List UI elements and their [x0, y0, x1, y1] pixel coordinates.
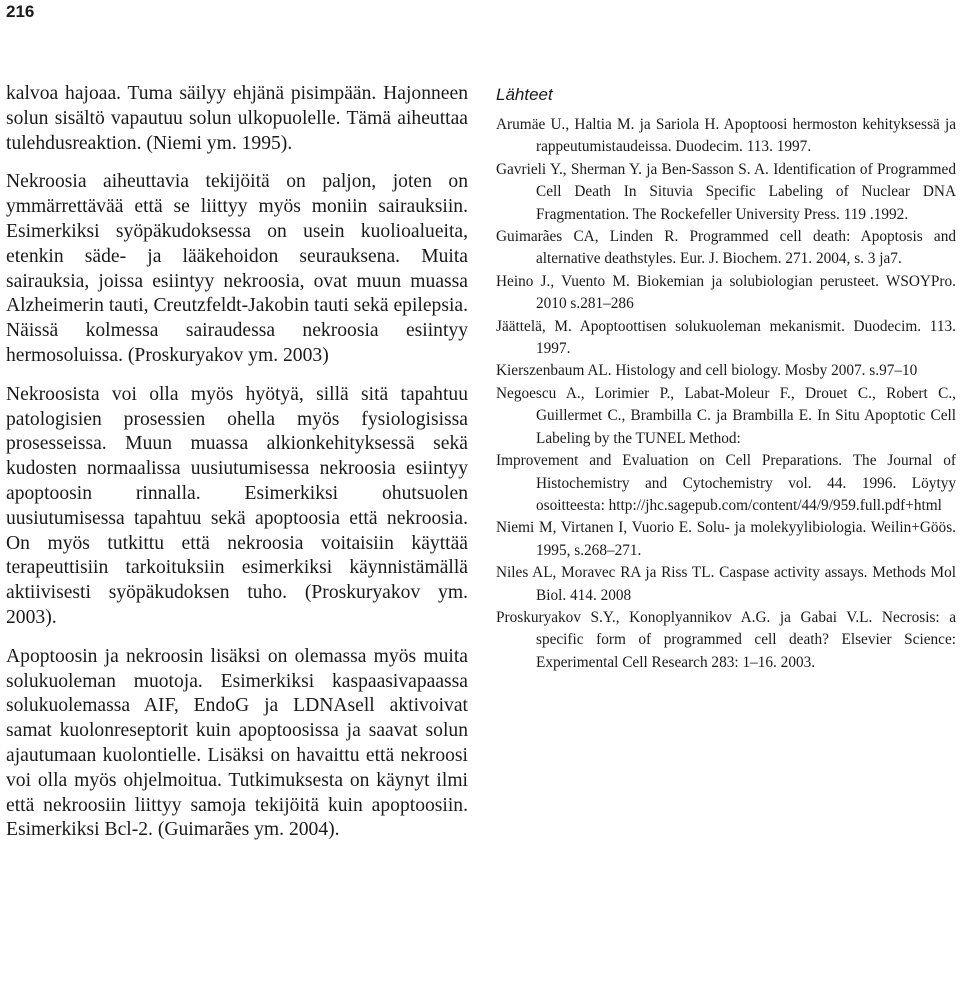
- paragraph: Apoptoosin ja nekroosin lisäksi on olemassa myös muita solukuoleman muotoja. Esimerkiksi kaspaasivapaassa solukuolemassa AIF, EndoG ja LDNAsell aktivoivat samat kuolonreseptorit kuin apoptoosissa ja saavat solun ajautumaan kuolontielle. Lisäksi on havaittu että nekroosi voi olla myös ohjelmoitua. Tutkimuksesta on käynyt ilmi että nekroosiin liittyy samoja tekijöitä kuin apoptoosiin. Esimerkiksi Bcl-2. (Guimarães ym. 2004).: [6, 645, 468, 841]
- reference-item: Arumäe U., Haltia M. ja Sariola H. Apoptoosi hermoston kehityksessä ja rappeutumistaudeissa. Duodecim. 113. 1997.: [496, 116, 956, 156]
- reference-item: Improvement and Evaluation on Cell Preparations. The Journal of Histochemistry and Cytochemistry vol. 44. 1996. Löytyy osoitteesta: http://jhc.sagepub.com/content/44/9/959.full.pdf+html: [496, 452, 956, 514]
- reference-item: Gavrieli Y., Sherman Y. ja Ben-Sasson S. A. Identification of Programmed Cell Death In Situvia Specific Labeling of Nuclear DNA Fragmentation. The Rockefeller University Press. 119 .1992.: [496, 160, 956, 223]
- paragraph: Nekroosia aiheuttavia tekijöitä on paljon, joten on ymmärrettävää että se liittyy myös moniin sairauksiin. Esimerkiksi syöpäkudoksessa on usein kuolioalueita, etenkin säde- ja lääkehoidon seurauksena. Muita sairauksia, joissa esiintyy nekroosia, ovat muun muassa Alzheimerin tauti, Creutzfeldt-Jakobin tauti sekä epilepsia. Näissä kolmessa sairaudessa nekroosia esiintyy hermosoluissa. (Proskuryakov ym. 2003): [6, 171, 468, 366]
- paragraph: Nekroosista voi olla myös hyötyä, sillä sitä tapahtuu patologisien prosessien ohella myös fysiologisissa prosesseissa. Muun muassa alkionkehityksessä sekä kudosten normaalissa uusiutumisessa nekroosia esiintyy apoptoosin rinnalla. Esimerkiksi ohutsuolen uusiutumisessa tapahtuu sekä apoptoosia että nekroosia. On myös tutkittu että nekroosia voitaisiin käyttää terapeuttisiin tarkoituksiin esimerkiksi käynnistämällä aktiivisesti syöpäkudoksen tuho. (Proskuryakov ym. 2003).: [6, 383, 468, 628]
- reference-item: Guimarães CA, Linden R. Programmed cell death: Apoptosis and alternative deathstyles. Eur. J. Biochem. 271. 2004, s. 3 ja7.: [496, 228, 956, 268]
- reference-item: Heino J., Vuento M. Biokemian ja solubiologian perusteet. WSOYPro. 2010 s.281–286: [496, 272, 956, 313]
- reference-item: Jäättelä, M. Apoptoottisen solukuoleman mekanismit. Duodecim. 113. 1997.: [496, 317, 956, 358]
- references-heading: Lähteet: [496, 85, 553, 104]
- references-column: [496, 84, 956, 674]
- paragraph: kalvoa hajoaa. Tuma säilyy ehjänä pisimpään. Hajonneen solun sisältö vapautuu solun ulkopuolelle. Tämä aiheuttaa tulehdusreaktion. (Niemi ym. 1995).: [6, 83, 468, 154]
- reference-item: Kierszenbaum AL. Histology and cell biology. Mosby 2007. s.97–10: [496, 362, 918, 380]
- page-number: 216: [6, 2, 35, 21]
- reference-item: Negoescu A., Lorimier P., Labat-Moleur F., Drouet C., Robert C., Guillermet C., Brambilla C. ja Brambilla E. In Situ Apoptotic Cell Labeling by the TUNEL Method:: [496, 384, 956, 447]
- reference-item: Proskuryakov S.Y., Konoplyannikov A.G. ja Gabai V.L. Necrosis: a specific form of programmed cell death? Elsevier Science: Experimental Cell Research 283: 1–16. 2003.: [496, 608, 956, 671]
- reference-item: Niles AL, Moravec RA ja Riss TL. Caspase activity assays. Methods Mol Biol. 414. 2008: [496, 564, 956, 604]
- body-text-column: [6, 82, 468, 857]
- reference-item: Niemi M, Virtanen I, Vuorio E. Solu- ja molekyylibiologia. Weilin+Göös. 1995, s.268–271.: [496, 519, 956, 559]
